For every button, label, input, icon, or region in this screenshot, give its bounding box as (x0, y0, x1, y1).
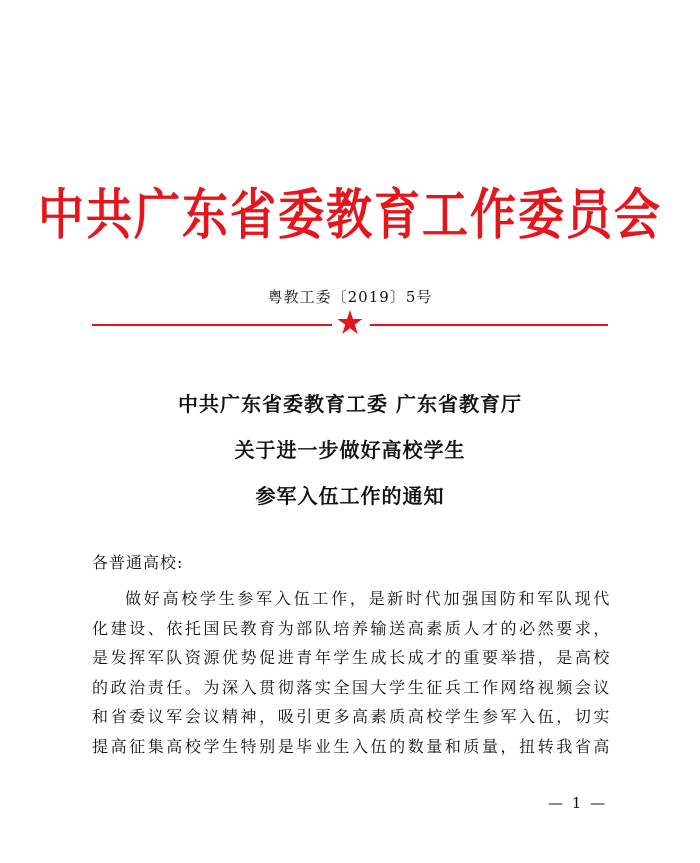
title-line-1: 中共广东省委教育工委 广东省教育厅 (178, 392, 522, 416)
salutation: 各普通高校: (92, 553, 184, 572)
title-line-2: 关于进一步做好高校学生 (234, 438, 466, 462)
body-line: 提高征集高校学生特别是毕业生入伍的数量和质量，扭转我省高 (92, 736, 610, 756)
red-divider-left (92, 324, 332, 326)
body-line: 做好高校学生参军入伍工作，是新时代加强国防和军队现代 (125, 589, 610, 608)
title-line-3: 参军入伍工作的通知 (255, 484, 445, 508)
body-line: 是发挥军队资源优势促进青年学生成长成才的重要举措，是高校 (92, 648, 610, 667)
page-number: — 1 — (548, 794, 608, 812)
issuing-organization-masthead: 中共广东省委教育工作委员会 (38, 182, 662, 247)
body-line: 的政治责任。为深入贯彻落实全国大学生征兵工作网络视频会议 (92, 677, 610, 697)
body-line: 和省委议军会议精神，吸引更多高素质高校学生参军入伍，切实 (92, 707, 610, 726)
document-number: 粤教工委〔2019〕5号 (267, 288, 433, 306)
body-line: 化建设、依托国民教育为部队培养输送高素质人才的必然要求， (92, 618, 610, 638)
red-divider-right (370, 324, 608, 326)
star-icon (337, 309, 363, 335)
body-paragraph (92, 584, 610, 761)
